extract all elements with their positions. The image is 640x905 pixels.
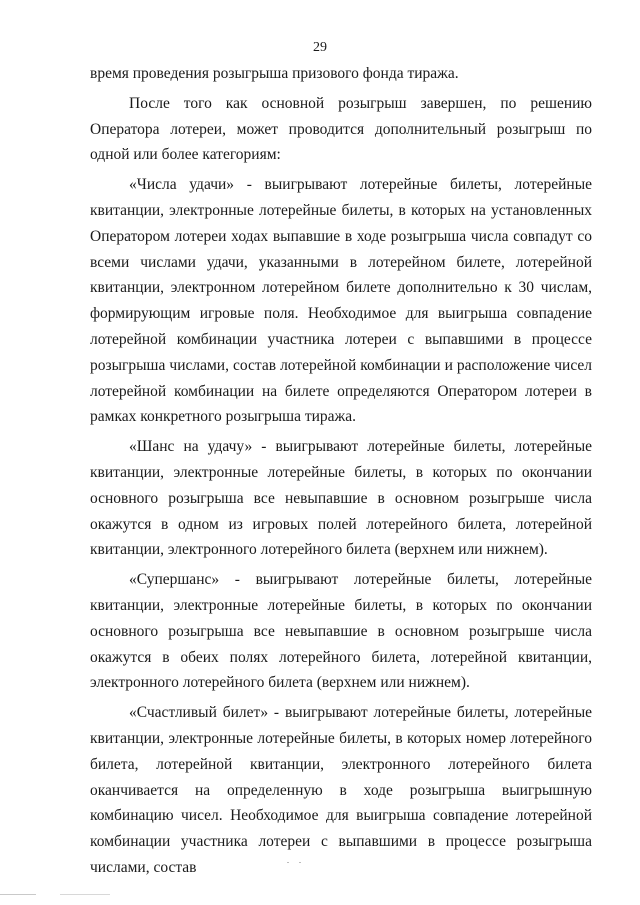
paragraph-supershans: «Супершанс» - выигрывают лотерейные билеты, лотерейные квитанции, электронные лотерейные билеты, в которых по окончании основного розыгрыша все невыпавшие в основном розыгрыше числа окажутся в обеих полях лотерейного билета, лотерейной квитанции, электронного лотерейного билета (верхнем или нижнем). [90,571,592,692]
paragraph-schastlivyi-bilet: «Счастливый билет» - выигрывают лотерейные билеты, лотерейные квитанции, электронные лотерейные билеты, в которых номер лотерейного билета, лотерейной квитанции, электронного лотерейного билета оканчивается на определенную в ходе розыгрыша выигрышную комбинацию чисел. Необходимое для выигрыша совпадение лотерейной комбинации участника лотереи с выпавшими в процессе розыгрыша числами, состав [90,704,592,876]
paragraph-intro: После того как основной розыгрыш завершен, по решению Оператора лотереи, может проводится дополнительный розыгрыш по одной или более категориям: [90,94,592,164]
paragraph-continuation: время проведения розыгрыша призового фонда тиража. [90,65,459,82]
page-number: 29 [313,40,327,55]
paragraph-chisla-udachi: «Числа удачи» - выигрывают лотерейные билеты, лотерейные квитанции, электронные лотерейные билеты, в которых на установленных Оператором лотереи ходах выпавшие в ходе розыгрыша числа совпадут со всеми числами удачи, указанными в лотерейном билете, лотерейной квитанции, электронном лотерейном билете дополнительно к 30 числам, формирующим игровые поля. Необходимое для выигрыша совпадение лотерейной комбинации участника лотереи с выпавшими в процессе розыгрыша числами, состав лотерейной комбинации и расположение чисел лотерейной комбинации на билете определяются Оператором лотереи в рамках конкретного розыгрыша тиража. [90,176,592,426]
body-text [90,61,592,881]
scan-artifact-line [0,894,36,895]
scan-artifact-line [60,894,110,895]
scan-artifact-dot [299,862,301,863]
scan-artifact-dot [287,862,289,863]
paragraph-shans-na-udachu: «Шанс на удачу» - выигрывают лотерейные билеты, лотерейные квитанции, электронные лотерейные билеты, в которых по окончании основного розыгрыша все невыпавшие в основном розыгрыше числа окажутся в одном из игровых полей лотерейного билета, лотерейной квитанции, электронного лотерейного билета (верхнем или нижнем). [90,438,592,559]
